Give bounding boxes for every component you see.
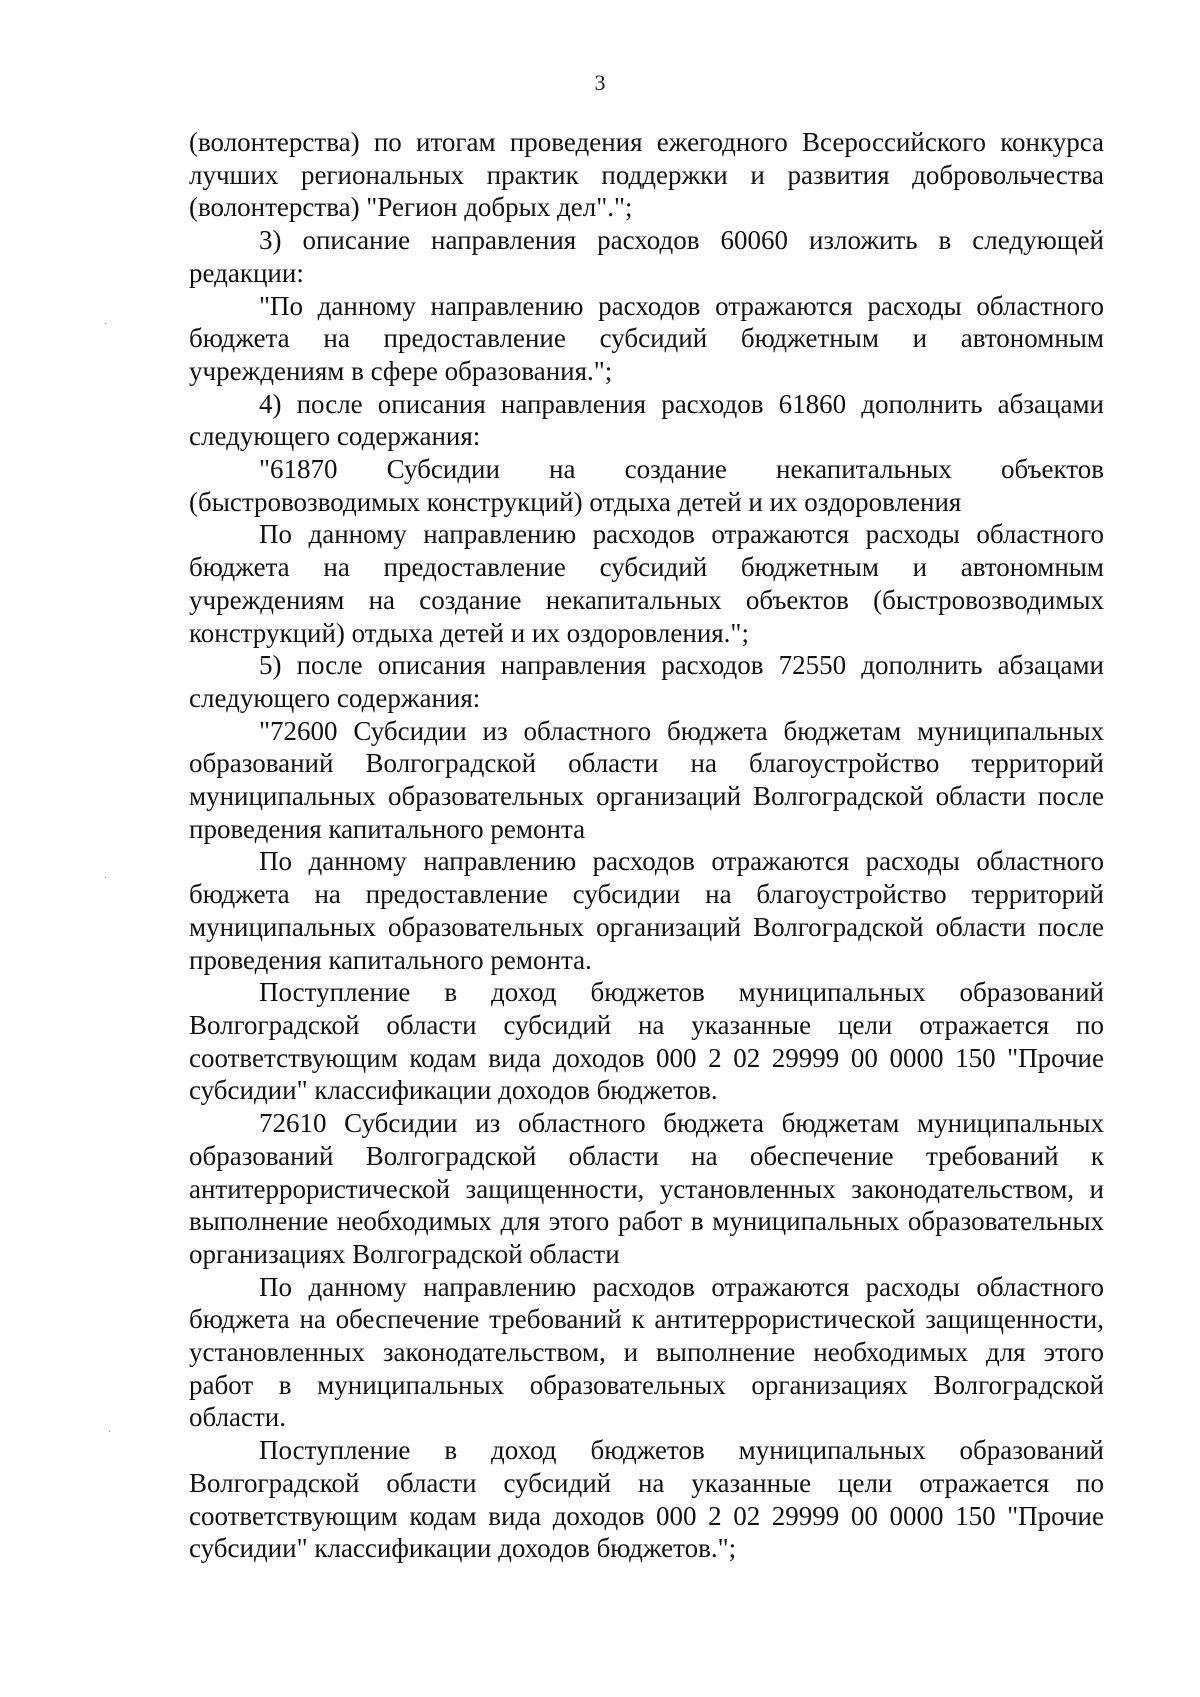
paragraph-11: 72610 Субсидии из областного бюджета бюджетам муниципальных образований Волгоградской области на обеспечение требований к антитеррористической защищенности, установленных законодательством, и выполнение необходимых для этого работ в муниципальных образовательных организациях Волгоградской области — [189, 1108, 1104, 1269]
paragraph-1: (волонтерства) по итогам проведения ежегодного Всероссийского конкурса лучших региональных практик поддержки и развития добровольчества (волонтерства) "Регион добрых дел"."; — [189, 127, 1104, 223]
paragraph-9: По данному направлению расходов отражаются расходы областного бюджета на предоставление субсидии на благоустройство территорий муниципальных образовательных организаций Волгоградской области после проведения капитального ремонта. — [189, 846, 1104, 975]
paragraph-4: 4) после описания направления расходов 61860 дополнить абзацами следующего содержания: — [189, 388, 1104, 452]
scan-artifact-mark: · — [108, 1427, 112, 1438]
paragraph-2: 3) описание направления расходов 60060 изложить в следующей редакции: — [189, 225, 1104, 288]
paragraph-8: "72600 Субсидии из областного бюджета бюджетам муниципальных образований Волгоградской области на благоустройство территорий муниципальных образовательных организаций Волгоградской области после проведения капитального ремонта — [189, 715, 1104, 844]
paragraph-10: Поступление в доход бюджетов муниципальных образований Волгоградской области субсидий на указанные цели отражается по соответствующим кодам вида доходов 000 2 02 29999 00 0000 150 "Прочие субсидии" классификации доходов бюджетов. — [189, 977, 1104, 1106]
paragraph-5: "61870 Субсидии на создание некапитальных объектов (быстровозводимых конструкций) отдыха детей и их оздоровления — [189, 454, 1104, 517]
document-body — [189, 126, 1104, 1565]
paragraph-13: Поступление в доход бюджетов муниципальных образований Волгоградской области субсидий на указанные цели отражается по соответствующим кодам вида доходов 000 2 02 29999 00 0000 150 "Прочие субсидии" классификации доходов бюджетов."; — [189, 1435, 1104, 1564]
paragraph-7: 5) после описания направления расходов 72550 дополнить абзацами следующего содержания: — [189, 650, 1104, 713]
paragraph-6: По данному направлению расходов отражаются расходы областного бюджета на предоставление субсидий бюджетным и автономным учреждениям на создание некапитальных объектов (быстровозводимых конструкций) отдыха детей и их оздоровления."; — [189, 519, 1104, 648]
paragraph-12: По данному направлению расходов отражаются расходы областного бюджета на обеспечение требований к антитеррористической защищенности, установленных законодательством, и выполнение необходимых для этого работ в муниципальных образовательных организациях Волгоградской области. — [189, 1271, 1104, 1433]
scan-artifact-mark: · — [104, 319, 108, 330]
scan-artifact-mark: · — [104, 873, 108, 884]
page-number: 3 — [594, 70, 606, 95]
paragraph-3: "По данному направлению расходов отражаются расходы областного бюджета на предоставление субсидий бюджетным и автономным учреждениям в сфере образования."; — [189, 290, 1104, 386]
